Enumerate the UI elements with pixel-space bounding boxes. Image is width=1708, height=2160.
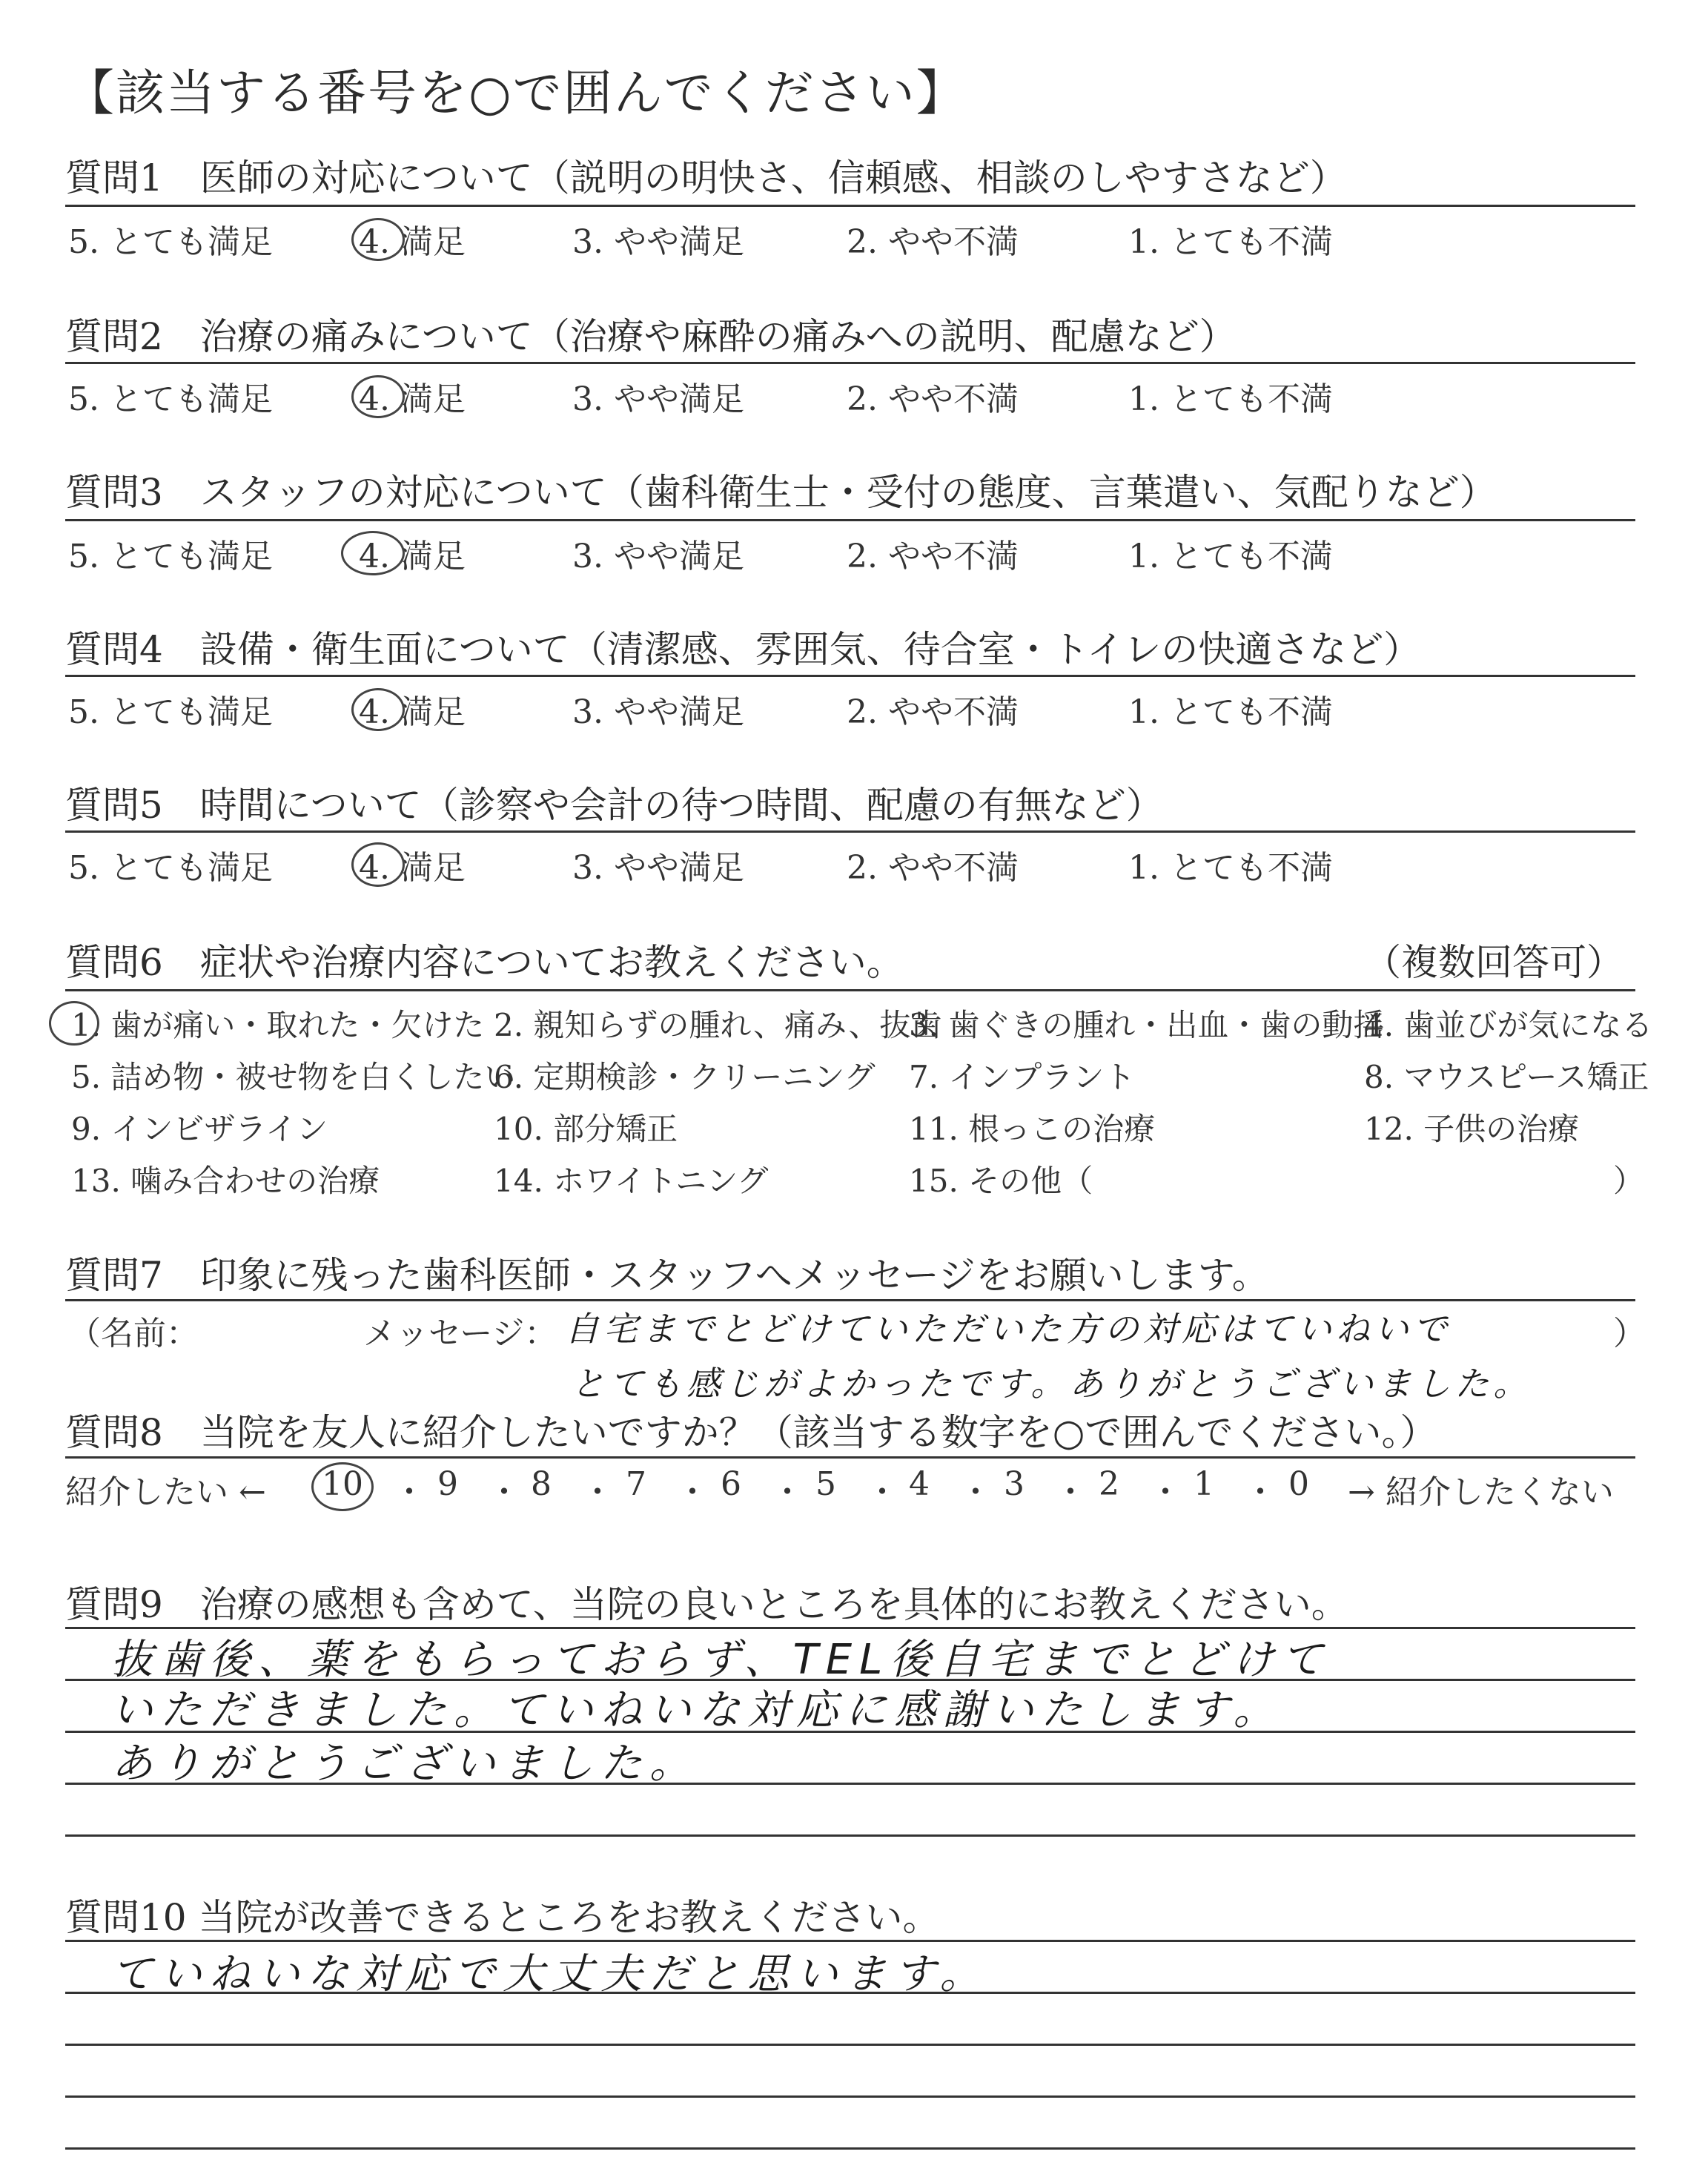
- q8-score-6[interactable]: 6: [721, 1465, 741, 1503]
- q6-item-10[interactable]: 10. 部分矯正: [494, 1111, 678, 1147]
- q8-score-9[interactable]: 9: [437, 1465, 458, 1503]
- q9-title: 質問9 治療の感想も含めて、当院の良いところを具体的にお教えください。: [65, 1583, 1348, 1626]
- q5-option-5[interactable]: 5. とても満足: [68, 849, 273, 887]
- q8-separator: ・: [1244, 1473, 1277, 1511]
- q7-message-line-1: 自宅までとどけていただいた方の対応はていねいで: [565, 1309, 1452, 1349]
- q6-multiple-note: （複数回答可）: [1364, 941, 1623, 984]
- q6-divider: [65, 989, 1635, 991]
- q3-option-3[interactable]: 3. やや満足: [572, 538, 744, 575]
- q10-line-4: [65, 2095, 1635, 2098]
- q6-item-5[interactable]: 5. 詰め物・被せ物を白くしたい: [71, 1059, 516, 1095]
- q6-item-3[interactable]: 3. 歯ぐきの腫れ・出血・歯の動揺: [909, 1007, 1385, 1043]
- q7-message-label: メッセージ：: [363, 1315, 557, 1353]
- q10-line-3: [65, 2044, 1635, 2046]
- q3-title: 質問3 スタッフの対応について（歯科衛生士・受付の態度、言葉遣い、気配りなど）: [65, 471, 1497, 514]
- q6-item-4[interactable]: 4. 歯並びが気になる: [1364, 1007, 1653, 1043]
- q2-option-4[interactable]: 4. 満足: [359, 380, 466, 418]
- q5-divider: [65, 830, 1635, 833]
- q9-answer-line-3: ありがとうございました。: [111, 1740, 698, 1788]
- q2-title: 質問2 治療の痛みについて（治療や麻酔の痛みへの説明、配慮など）: [65, 315, 1237, 358]
- q8-score-5[interactable]: 5: [815, 1465, 836, 1503]
- q8-divider: [65, 1456, 1635, 1459]
- q6-item-12[interactable]: 12. 子供の治療: [1364, 1111, 1580, 1147]
- q1-option-5[interactable]: 5. とても満足: [68, 223, 273, 261]
- q2-option-5[interactable]: 5. とても満足: [68, 380, 273, 418]
- q5-option-1[interactable]: 1. とても不満: [1128, 849, 1333, 887]
- q1-option-3[interactable]: 3. やや満足: [572, 223, 744, 261]
- q9-answer-line-2: いただきました。ていねいな対応に感謝いたします。: [111, 1686, 1282, 1734]
- q5-option-4[interactable]: 4. 満足: [359, 849, 466, 887]
- q8-score-2[interactable]: 2: [1099, 1465, 1119, 1503]
- q6-item-9[interactable]: 9. インビザライン: [71, 1111, 328, 1147]
- q7-close-paren: ）: [1613, 1315, 1646, 1353]
- q4-selected-circle: [351, 688, 405, 731]
- q8-separator: ・: [866, 1473, 898, 1511]
- q3-option-4[interactable]: 4. 満足: [359, 538, 466, 575]
- q8-separator: ・: [393, 1473, 426, 1511]
- q3-option-1[interactable]: 1. とても不満: [1128, 538, 1333, 575]
- q3-option-2[interactable]: 2. やや不満: [847, 538, 1019, 575]
- q1-selected-circle: [351, 218, 405, 261]
- form-title: 【該当する番号を○で囲んでください】: [65, 65, 967, 122]
- q8-right-label: → 紹介したくない: [1348, 1473, 1614, 1511]
- q8-separator: ・: [676, 1473, 709, 1511]
- q8-title: 質問8 当院を友人に紹介したいですか？（該当する数字を○で囲んでください。）: [65, 1411, 1437, 1454]
- q4-option-1[interactable]: 1. とても不満: [1128, 693, 1333, 731]
- q10-title: 質問10 当院が改善できるところをお教えください。: [65, 1896, 940, 1939]
- q6-item-15[interactable]: 15. その他（: [909, 1163, 1093, 1199]
- q7-message-line-2: とても感じがよかったです。ありがとうございました。: [571, 1364, 1532, 1404]
- q4-option-3[interactable]: 3. やや満足: [572, 693, 744, 731]
- q6-item-14[interactable]: 14. ホワイトニング: [494, 1163, 769, 1199]
- q9-line-5: [65, 1834, 1635, 1837]
- q8-separator: ・: [771, 1473, 804, 1511]
- q8-separator: ・: [1054, 1473, 1087, 1511]
- q1-option-4[interactable]: 4. 満足: [359, 223, 466, 261]
- q8-separator: ・: [488, 1473, 520, 1511]
- q8-separator: ・: [1149, 1473, 1182, 1511]
- q4-option-2[interactable]: 2. やや不満: [847, 693, 1019, 731]
- q9-answer-line-1: 抜歯後、薬をもらっておらず、TEL後自宅までとどけて: [111, 1636, 1331, 1684]
- q7-name-label: （名前：: [68, 1315, 199, 1353]
- q6-item-8[interactable]: 8. マウスピース矯正: [1364, 1059, 1649, 1095]
- q8-score-3[interactable]: 3: [1004, 1465, 1025, 1503]
- q6-item-1[interactable]: 1. 歯が痛い・取れた・欠けた: [71, 1007, 485, 1043]
- q7-title: 質問7 印象に残った歯科医師・スタッフへメッセージをお願いします。: [65, 1254, 1269, 1297]
- q5-option-3[interactable]: 3. やや満足: [572, 849, 744, 887]
- q8-score-4[interactable]: 4: [909, 1465, 930, 1503]
- q5-option-2[interactable]: 2. やや不満: [847, 849, 1019, 887]
- q2-option-2[interactable]: 2. やや不満: [847, 380, 1019, 418]
- q6-item-7[interactable]: 7. インプラント: [909, 1059, 1136, 1095]
- q6-item-6[interactable]: 6. 定期検診・クリーニング: [494, 1059, 875, 1095]
- q6-selected-circle: [49, 1001, 99, 1046]
- q6-item-11[interactable]: 11. 根っこの治療: [909, 1111, 1156, 1147]
- q4-option-4[interactable]: 4. 満足: [359, 693, 466, 731]
- q8-left-label: 紹介したい ←: [65, 1473, 266, 1511]
- q8-score-7[interactable]: 7: [626, 1465, 646, 1503]
- q4-title: 質問4 設備・衛生面について（清潔感、雰囲気、待合室・トイレの快適さなど）: [65, 628, 1421, 671]
- q2-option-3[interactable]: 3. やや満足: [572, 380, 744, 418]
- q6-other-close-paren: ）: [1613, 1163, 1645, 1199]
- q7-divider: [65, 1299, 1635, 1301]
- q2-option-1[interactable]: 1. とても不満: [1128, 380, 1333, 418]
- q2-divider: [65, 362, 1635, 364]
- q4-divider: [65, 675, 1635, 677]
- q1-option-2[interactable]: 2. やや不満: [847, 223, 1019, 261]
- q6-item-13[interactable]: 13. 噛み合わせの治療: [71, 1163, 380, 1199]
- q8-score-10[interactable]: 10: [322, 1465, 363, 1503]
- q8-separator: ・: [959, 1473, 992, 1511]
- q3-option-5[interactable]: 5. とても満足: [68, 538, 273, 575]
- q5-selected-circle: [351, 842, 405, 887]
- q5-title: 質問5 時間について（診察や会計の待つ時間、配慮の有無など）: [65, 784, 1163, 827]
- q1-option-1[interactable]: 1. とても不満: [1128, 223, 1333, 261]
- q4-option-5[interactable]: 5. とても満足: [68, 693, 273, 731]
- q1-divider: [65, 205, 1635, 207]
- q1-title: 質問1 医師の対応について（説明の明快さ、信頼感、相談のしやすさなど）: [65, 156, 1347, 199]
- q8-separator: ・: [581, 1473, 614, 1511]
- q8-score-8[interactable]: 8: [531, 1465, 552, 1503]
- q10-answer-line-1: ていねいな対応で大丈夫だと思います。: [111, 1950, 989, 1998]
- q3-divider: [65, 519, 1635, 521]
- q10-line-5: [65, 2147, 1635, 2150]
- q8-score-0[interactable]: 0: [1288, 1465, 1309, 1503]
- q2-selected-circle: [351, 375, 405, 418]
- q8-score-1[interactable]: 1: [1194, 1465, 1214, 1503]
- q6-title: 質問6 症状や治療内容についてお教えください。: [65, 941, 904, 984]
- q3-selected-circle: [341, 531, 405, 575]
- q6-item-2[interactable]: 2. 親知らずの腫れ、痛み、抜歯: [494, 1007, 942, 1043]
